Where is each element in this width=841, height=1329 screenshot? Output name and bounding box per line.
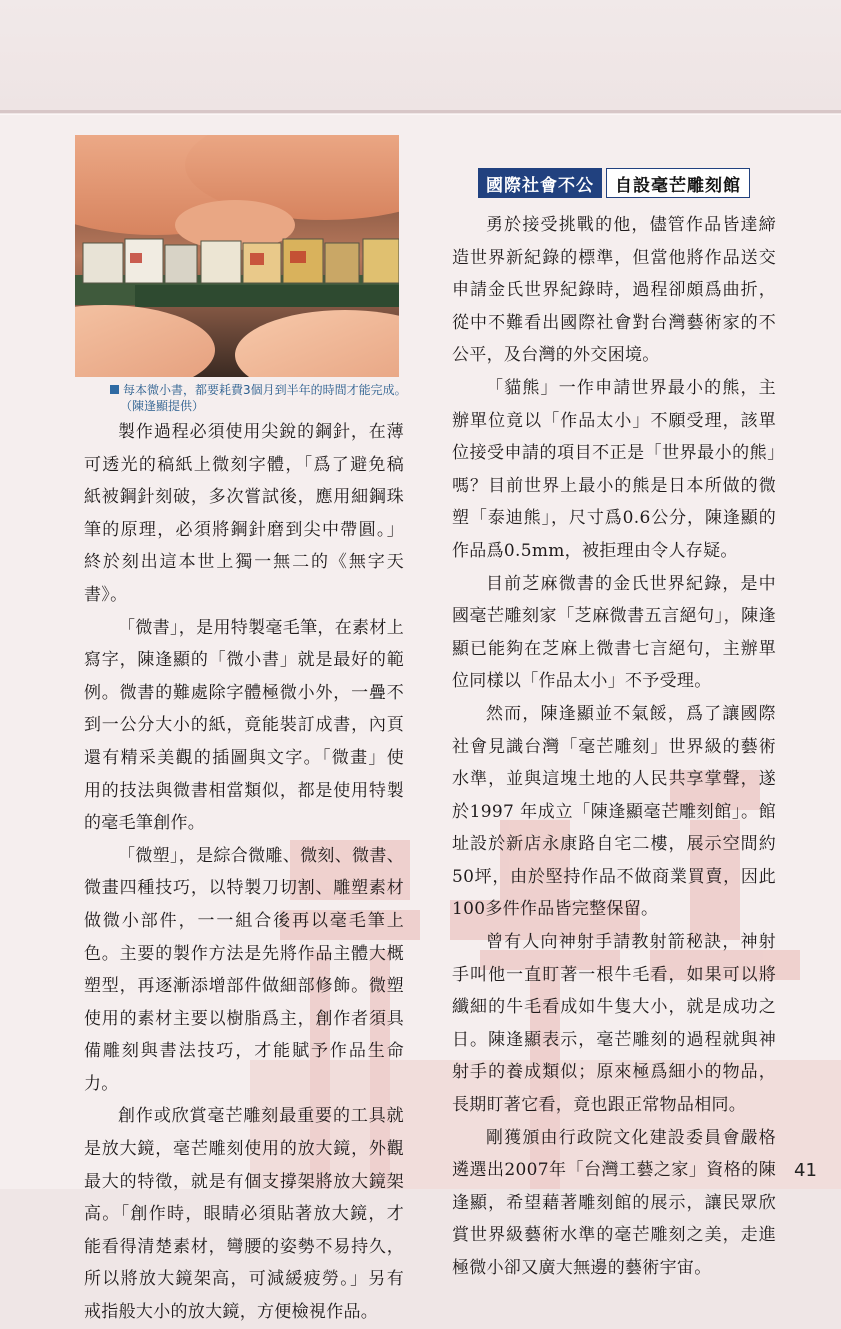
right-paragraph: 剛獲頒由行政院文化建設委員會嚴格遴選出2007年「台灣工藝之家」資格的陳逢顯，希望藉著雕刻館的展示，讓民眾欣賞世界級藝術水準的毫芒雕刻之美，走進極微小卻又廣大無邊的藝術宇宙。	[452, 1127, 776, 1278]
section-heading	[478, 168, 750, 198]
caption-square-icon	[110, 385, 119, 394]
right-column	[452, 209, 776, 1285]
top-rule	[0, 110, 841, 113]
left-column	[84, 416, 404, 1329]
left-paragraph: 「微書」，是用特製毫毛筆，在素材上寫字，陳逢顯的「微小書」就是最好的範例。微書的難處除字體極微小外，一疊不到一公分大小的紙，竟能裝訂成書，內頁還有精采美觀的插圖與文字。「微畫」使用的技法與微書相當類似，都是使用特製的毫毛筆創作。	[84, 617, 404, 834]
micro-books-photo	[75, 135, 399, 377]
right-paragraph: 曾有人向神射手請教射箭秘訣，神射手叫他一直盯著一根牛毛看，如果可以將纖細的牛毛看成如牛隻大小，就是成功之日。陳逢顯表示，毫芒雕刻的過程就與神射手的養成類似；原來極爲細小的物品，長期盯著它看，竟也跟正常物品相同。	[452, 932, 776, 1116]
left-paragraph: 製作過程必須使用尖銳的鋼針，在薄可透光的稿紙上微刻字體，「爲了避免稿紙被鋼針刻破，多次嘗試後，應用細鋼珠筆的原理，必須將鋼針磨到尖中帶圓。」終於刻出這本世上獨一無二的《無字天書》。	[84, 422, 404, 605]
photo-caption	[110, 382, 410, 414]
right-paragraph: 然而，陳逢顯並不氣餒，爲了讓國際社會見識台灣「毫芒雕刻」世界級的藝術水準，並與這塊土地的人民共享掌聲，遂於1997 年成立「陳逢顯毫芒雕刻館」。館址設於新店永康路自宅二樓，展示空間約50坪，由於堅持作品不做商業買賣，因此100多件作品皆完整保留。	[452, 703, 776, 920]
page-number: 41	[794, 1160, 817, 1181]
section-heading-part-1: 國際社會不公	[478, 168, 602, 198]
top-band	[0, 0, 841, 112]
caption-credit: （陳逢顯提供）	[120, 399, 205, 413]
right-paragraph: 勇於接受挑戰的他，儘管作品皆達締造世界新紀錄的標準，但當他將作品送交申請金氏世界紀錄時，過程卻頗爲曲折，從中不難看出國際社會對台灣藝術家的不公平，及台灣的外交困境。	[452, 215, 776, 366]
micro-books-photo-icon	[75, 135, 399, 377]
left-paragraph: 「微塑」，是綜合微雕、微刻、微書、微畫四種技巧，以特製刀切割、雕塑素材做微小部件，一一組合後再以毫毛筆上色。主要的製作方法是先將作品主體大概塑型，再逐漸添增部件做細部修飾。微塑使用的素材主要以樹脂爲主，創作者須具備雕刻與書法技巧，才能賦予作品生命力。	[84, 845, 404, 1094]
caption-line-1: 每本微小書，都要耗費3個月到半年的時間才能完成。	[123, 383, 407, 397]
left-paragraph: 創作或欣賞毫芒雕刻最重要的工具就是放大鏡，毫芒雕刻使用的放大鏡，外觀最大的特徵，就是有個支撐架將放大鏡架高。「創作時，眼睛必須貼著放大鏡，才能看得清楚素材，彎腰的姿勢不易持久，所以將放大鏡架高，可減緩疲勞。」另有戒指般大小的放大鏡，方便檢視作品。	[84, 1106, 404, 1323]
section-heading-part-2: 自設毫芒雕刻館	[606, 168, 750, 198]
right-paragraph: 目前芝麻微書的金氏世界紀錄，是中國毫芒雕刻家「芝麻微書五言絕句」，陳逢顯已能夠在芝麻上微書七言絕句，主辦單位同樣以「作品太小」不予受理。	[452, 573, 776, 692]
right-paragraph: 「貓熊」一作申請世界最小的熊，主辦單位竟以「作品太小」不願受理，該單位接受申請的項目不正是「世界最小的熊」嗎？目前世界上最小的熊是日本所做的微塑「泰迪熊」，尺寸爲0.6公分，陳逢顯的作品爲0.5mm，被拒理由令人存疑。	[452, 377, 776, 561]
